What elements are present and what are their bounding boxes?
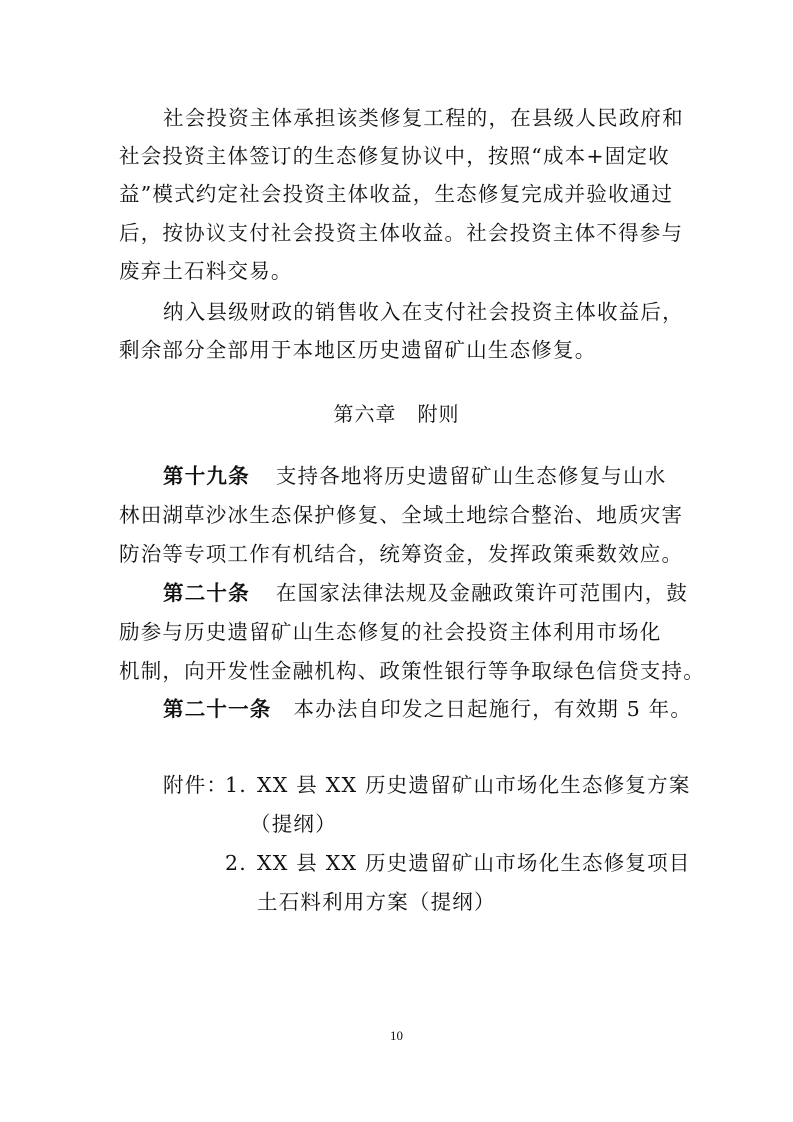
article-19-first-line [163, 456, 666, 496]
attachment-title: XX 县 XX 历史遗留矿山市场化生态修复方案 [257, 773, 691, 797]
attachment-title: XX 县 XX 历史遗留矿山市场化生态修复项目 [257, 851, 691, 875]
chapter-heading: 第六章 附则 [333, 402, 460, 426]
page-number: 10 [390, 1028, 403, 1043]
article-label: 第二十条 [163, 581, 250, 605]
attachment-title-continued: 土石料利用方案（提纲） [257, 890, 496, 914]
paragraph-line: 后，按协议支付社会投资主体收益。社会投资主体不得参与 [119, 221, 684, 245]
paragraph-line: 废弃土石料交易。 [119, 259, 293, 283]
article-text: 本办法自印发之日起施行，有效期 5 年。 [293, 697, 693, 721]
paragraph-line: 社会投资主体签订的生态修复协议中，按照“成本+固定收 [119, 144, 670, 168]
attachment-number: 2. [225, 851, 247, 875]
paragraph-line: 剩余部分全部用于本地区历史遗留矿山生态修复。 [119, 338, 597, 362]
article-line: 林田湖草沙冰生态保护修复、全域土地综合整治、地质灾害 [119, 503, 684, 527]
paragraph-line: 益”模式约定社会投资主体收益，生态修复完成并验收通过 [119, 182, 674, 206]
attachment-title-continued: （提纲） [250, 812, 337, 836]
article-20-first-line [163, 573, 688, 613]
article-label: 第十九条 [163, 464, 250, 488]
article-text: 支持各地将历史遗留矿山生态修复与山水 [275, 464, 667, 488]
paragraph-line: 纳入县级财政的销售收入在支付社会投资主体收益后， [163, 300, 684, 324]
attachments-label: 附件： [163, 773, 229, 797]
paragraph-line: 社会投资主体承担该类修复工程的，在县级人民政府和 [163, 106, 684, 130]
article-line: 防治等专项工作有机结合，统筹资金，发挥政策乘数效应。 [119, 542, 684, 566]
article-line: 机制，向开发性金融机构、政策性银行等争取绿色信贷支持。 [119, 659, 705, 683]
article-line: 励参与历史遗留矿山生态修复的社会投资主体利用市场化 [119, 620, 662, 644]
attachment-number: 1. [225, 773, 247, 797]
article-label: 第二十一条 [163, 697, 272, 721]
article-text: 在国家法律法规及金融政策许可范围内，鼓 [275, 581, 689, 605]
article-21-first-line [163, 689, 692, 729]
